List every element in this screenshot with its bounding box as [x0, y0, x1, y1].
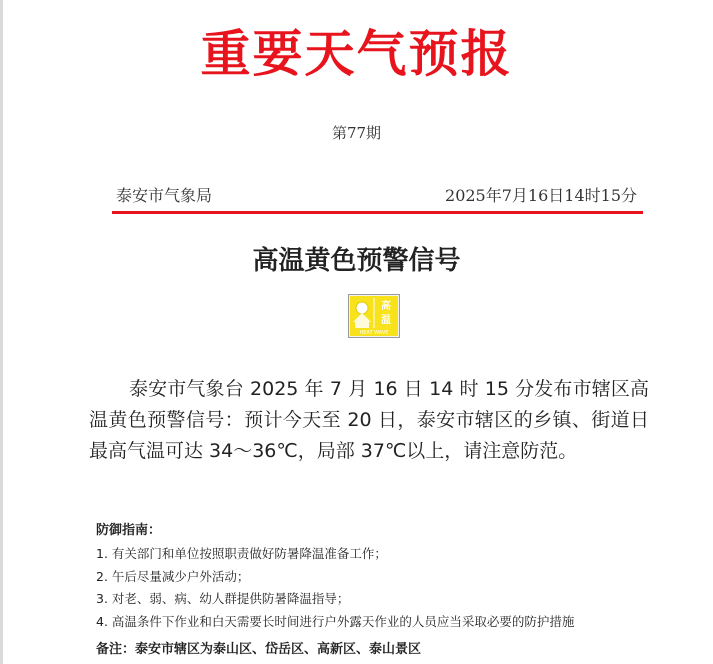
icon-text-en: HEAT WAVE: [359, 330, 389, 336]
guide-item: 2. 午后尽量减少户外活动；: [96, 568, 250, 584]
warning-paragraph: 泰安市气象台 2025 年 7 月 16 日 14 时 15 分发布市辖区高温黄色预警信号：预计今天至 20 日，泰安市辖区的乡镇、街道日最高气温可达 34～36℃，局部 37℃以上，请注意防范。: [89, 378, 649, 462]
guide-item: 4. 高温条件下作业和白天需要长时间进行户外露天作业的人员应当采取必要的防护措施: [96, 613, 575, 629]
issue-number: 第77期: [331, 124, 382, 142]
defense-guide: [96, 521, 696, 633]
icon-text-bottom: 温: [381, 315, 391, 326]
header-divider: [112, 211, 643, 214]
signal-title: 高温黄色预警信号: [252, 246, 461, 276]
icon-text-top: 高: [381, 301, 391, 312]
high-temperature-yellow-warning-icon: [348, 294, 400, 338]
issue-datetime: 2025年7月16日14时15分: [445, 186, 637, 205]
guide-item: 1. 有关部门和单位按照职责做好防暑降温准备工作；: [96, 546, 387, 561]
guide-item: 3. 对老、弱、病、幼人群提供防暑降温指导；: [96, 591, 350, 606]
guide-heading: 防御指南：: [96, 523, 162, 538]
note: 备注：泰安市辖区为泰山区、岱岳区、高新区、泰山景区: [96, 642, 422, 657]
masthead-title: 重要天气预报: [200, 24, 513, 83]
page-left-edge: [0, 0, 3, 664]
issuer-name: 泰安市气象局: [116, 186, 213, 205]
